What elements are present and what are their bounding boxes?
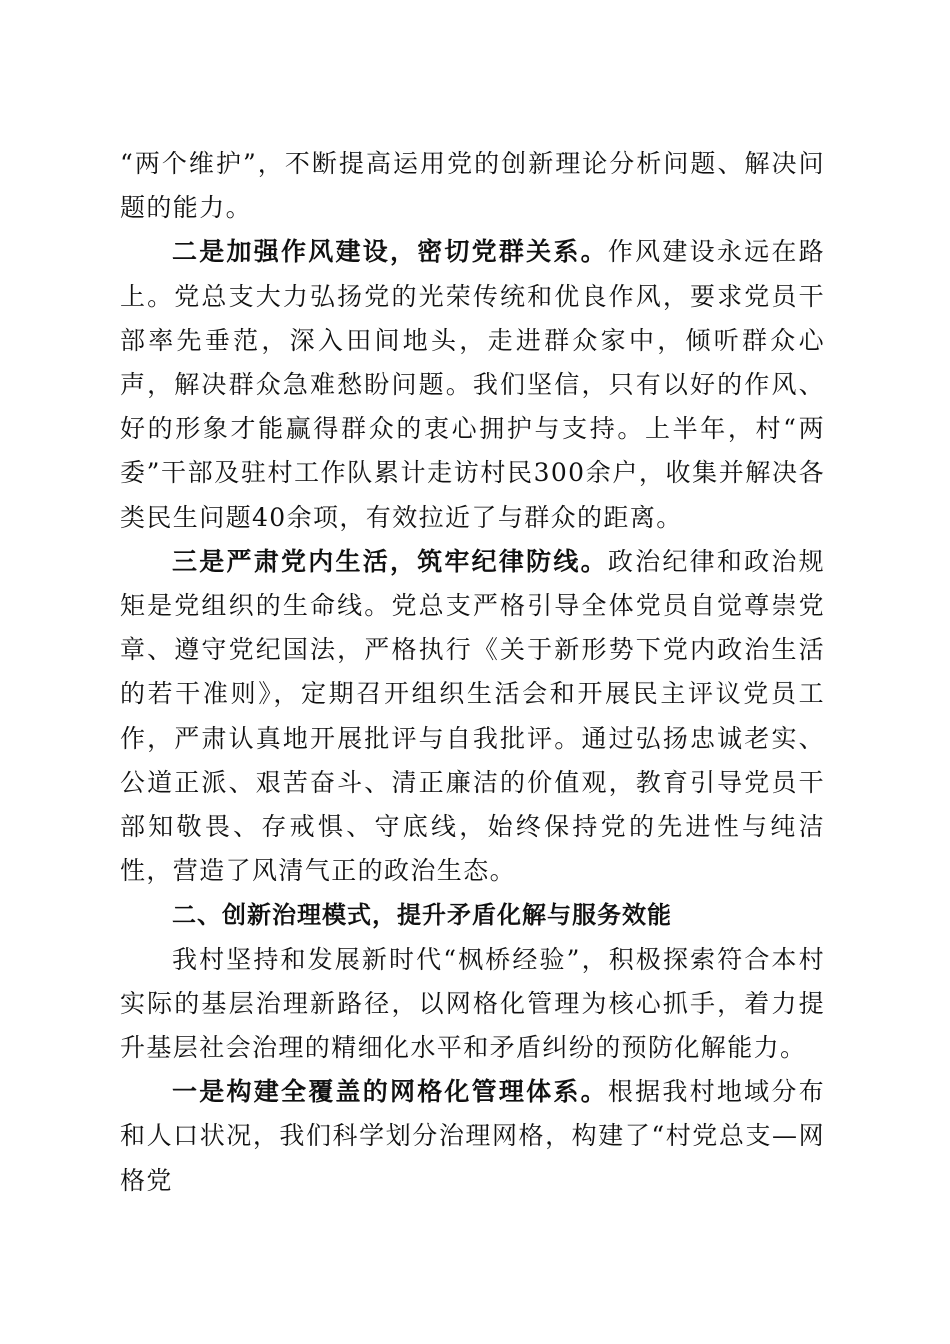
paragraph-lead-discipline: 三是严肃党内生活，筑牢纪律防线。 — [172, 546, 608, 576]
section-heading: 二、创新治理模式，提升矛盾化解与服务效能 — [172, 901, 672, 930]
paragraph-body-discipline: 政治纪律和政治规矩是党组织的生命线。党总支严格引导全体党员自觉尊崇党章、遵守党纪国法，严格执行《关于新形势下党内政治生活的若干准则》，定期召开组织生活会和开展民主评议党员工作，严肃认真地开展批评与自我批评。通过弘扬忠诚老实、公道正派、艰苦奋斗、清正廉洁的价值观，教育引导党员干部知敬畏、存戒惧、守底线，始终保持党的先进性与纯洁性，营造了风清气正的政治生态。 — [120, 546, 825, 886]
paragraph-body-grid: 根据我村地域分布和人口状况，我们科学划分治理网格，构建了“村党总支—网格党 — [120, 1077, 825, 1195]
paragraph-fengqiao: 我村坚持和发展新时代“枫桥经验”，积极探索符合本村实际的基层治理新路径，以网格化管理为核心抓手，着力提升基层社会治理的精细化水平和矛盾纠纷的预防化解能力。 — [120, 944, 825, 1063]
paragraph-continuation: “两个维护”，不断提高运用党的创新理论分析问题、解决问题的能力。 — [120, 149, 825, 223]
document-body — [120, 142, 825, 1203]
paragraph-work-style — [120, 230, 825, 539]
paragraph-body-work-style: 作风建设永远在路上。党总支大力弘扬党的光荣传统和优良作风，要求党员干部率先垂范，深入田间地头，走进群众家中，倾听群众心声，解决群众急难愁盼问题。我们坚信，只有以好的作风、好的形象才能赢得群众的衷心拥护与支持。上半年，村“两委”干部及驻村工作队累计走访村民300余户，收集并解决各类民生问题40余项，有效拉近了与群众的距离。 — [120, 237, 825, 532]
paragraph-lead-work-style: 二是加强作风建设，密切党群关系。 — [172, 237, 608, 267]
paragraph-discipline — [120, 540, 825, 894]
paragraph-grid-management — [120, 1070, 825, 1203]
paragraph-lead-grid: 一是构建全覆盖的网格化管理体系。 — [172, 1077, 608, 1107]
